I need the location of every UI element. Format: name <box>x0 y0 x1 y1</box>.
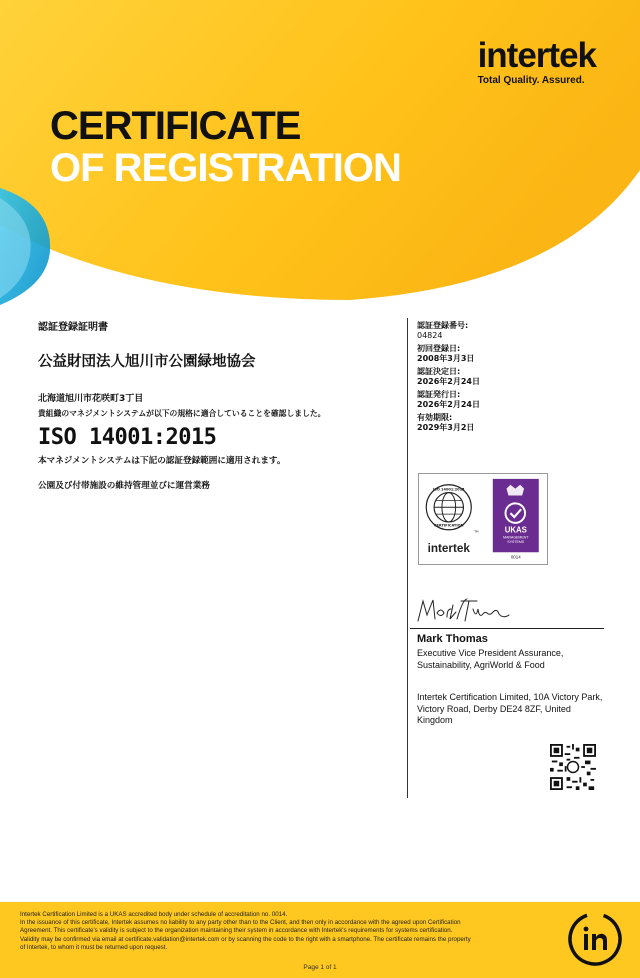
title-of-registration: OF REGISTRATION <box>50 146 401 190</box>
issue-date-label: 認証発行日: <box>417 390 461 399</box>
ukas-sub1: MANAGEMENT <box>503 535 529 540</box>
expiry-date-label: 有効期限: <box>417 413 453 422</box>
scope-intro: 本マネジメントシステムは下記の認証登録範囲に適用されます。 <box>38 456 286 466</box>
iso-ring-text: ISO 14001:2015 <box>433 487 465 492</box>
footer <box>0 902 640 978</box>
ukas-title: UKAS <box>504 525 527 535</box>
footer-line-5: of Intertek, to whom it must be returned upon request. <box>20 943 168 951</box>
footer-line-1: Intertek Certification Limited is a UKAS accredited body under schedule of accreditation no. 0014. <box>20 911 288 918</box>
decision-date-label: 認証決定日: <box>417 367 461 376</box>
initial-date-label: 初回登録日: <box>417 344 461 353</box>
initial-date: 2008年3月3日 <box>417 354 475 363</box>
certificate-details <box>38 318 398 491</box>
confirmation-text: 貴組織のマネジメントシステムが以下の規格に適合していることを確認しました。 <box>38 409 326 418</box>
title-certificate: CERTIFICATE <box>50 104 301 148</box>
iso-certification-mark <box>426 485 479 556</box>
brand-tagline: Total Quality. Assured. <box>477 75 585 86</box>
column-divider <box>407 318 408 798</box>
intertek-in-icon <box>566 910 624 968</box>
organization-address: 北海道旭川市花咲町3丁目 <box>38 394 144 404</box>
ukas-mark <box>493 479 539 560</box>
signatory-role: Executive Vice President Assurance, Sustainability, AgriWorld & Food <box>417 648 564 670</box>
certification-marks <box>418 473 548 565</box>
decision-date: 2026年2月24日 <box>417 377 480 386</box>
signature <box>415 595 525 629</box>
iso-certification-text: CERTIFICATION <box>433 523 464 528</box>
registration-info <box>417 321 617 433</box>
organization-name: 公益財団法人旭川市公園緑地協会 <box>38 354 256 370</box>
registration-number-label: 認証登録番号: <box>417 321 469 330</box>
signatory-name: Mark Thomas <box>417 633 488 645</box>
registration-number: 04824 <box>417 331 443 340</box>
scope-text: 公園及び付帯施設の維持管理並びに運営業務 <box>38 481 210 491</box>
issue-date: 2026年2月24日 <box>417 400 480 409</box>
signature-line <box>410 628 604 629</box>
issuer-address: Intertek Certification Limited, 10A Victory Park, Victory Road, Derby DE24 8ZF, United Kingdom <box>417 692 603 725</box>
intertek-mark-text: intertek <box>427 542 470 556</box>
brand-name: intertek <box>477 36 596 75</box>
ukas-sub2: SYSTEMS <box>507 539 525 544</box>
footer-line-3: Agreement. This certificate's validity is subject to the organization maintaining their system in accordance with Intertek's requirements for systems certification. <box>20 927 453 935</box>
ukas-number: 0014 <box>510 554 521 560</box>
jp-title: 認証登録証明書 <box>38 322 108 333</box>
qr-code[interactable] <box>550 744 596 790</box>
expiry-date: 2029年3月2日 <box>417 423 475 432</box>
footer-line-4: Validity may be confirmed via email at certificate.validation@intertek.com or by scanning the code to the right with a smartphone. The certificate remains the property <box>20 935 471 943</box>
intertek-logo <box>478 38 596 86</box>
footer-line-2: In the issuance of this certificate, Intertek assumes no liability to any party other than to the Client, and then only in accordance with the agreed upon Certification <box>20 919 461 927</box>
trademark-text: TM <box>474 529 479 534</box>
page-number: Page 1 of 1 <box>303 964 337 971</box>
footer-disclaimer <box>20 911 555 952</box>
standard-name: ISO 14001:2015 <box>38 425 217 450</box>
